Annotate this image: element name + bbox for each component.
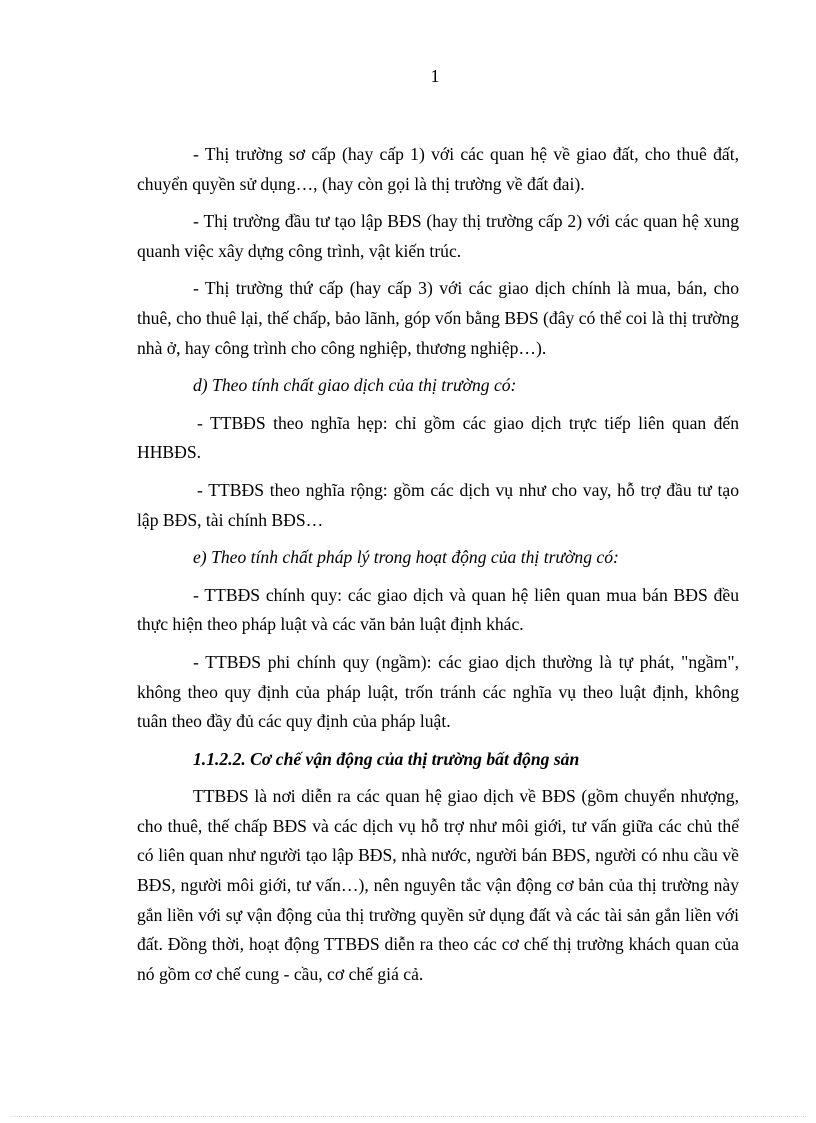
subheading-legal-nature: e) Theo tính chất pháp lý trong hoạt động của thị trường có: bbox=[193, 547, 619, 568]
paragraph-narrow-sense: - TTBĐS theo nghĩa hẹp: chỉ gồm các giao dịch trực tiếp liên quan đến HHBĐS. bbox=[137, 412, 739, 463]
subheading-transaction-nature: d) Theo tính chất giao dịch của thị trường có: bbox=[193, 375, 517, 396]
paragraph-primary-market: - Thị trường sơ cấp (hay cấp 1) với các quan hệ về giao đất, cho thuê đất, chuyển quyền sử dụng…, (hay còn gọi là thị trường về đất đai). bbox=[137, 144, 739, 194]
paragraph-broad-sense: - TTBĐS theo nghĩa rộng: gồm các dịch vụ như cho vay, hỗ trợ đầu tư tạo lập BĐS, tài chính BĐS… bbox=[137, 479, 739, 530]
paragraph-formal-market: - TTBĐS chính quy: các giao dịch và quan hệ liên quan mua bán BĐS đều thực hiện theo pháp luật và các văn bản luật định khác. bbox=[137, 584, 739, 635]
paragraph-secondary-market: - Thị trường thứ cấp (hay cấp 3) với các giao dịch chính là mua, bán, cho thuê, cho thuê lại, thế chấp, bảo lãnh, góp vốn bằng BĐS (đây có thể coi là thị trường nhà ở, hay công trình cho công nghiệp, thương nghiệp…). bbox=[137, 278, 739, 358]
paragraph-mechanism-body: TTBĐS là nơi diễn ra các quan hệ giao dịch về BĐS (gồm chuyển nhượng, cho thuê, thế chấp BĐS và các dịch vụ hỗ trợ như môi giới, tư vấn giữa các chủ thể có liên quan như người tạo lập BĐS, nhà nước, người bán BĐS, người có nhu cầu về BĐS, người môi giới, tư vấn…), nên nguyên tắc vận động cơ bản của thị trường này gắn liền với sự vận động của thị trường quyền sử dụng đất và các tài sản gắn liền với đất. Đồng thời, hoạt động TTBĐS diễn ra theo các cơ chế thị trường khách quan của nó gồm cơ chế cung - cầu, cơ chế giá cả. bbox=[137, 786, 739, 984]
paragraph-investment-market: - Thị trường đầu tư tạo lập BĐS (hay thị trường cấp 2) với các quan hệ xung quanh việc xây dựng công trình, vật kiến trúc. bbox=[137, 211, 739, 261]
paragraph-informal-market: - TTBĐS phi chính quy (ngầm): các giao dịch thường là tự phát, "ngầm", không theo quy định của pháp luật, trốn tránh các nghĩa vụ theo luật định, không tuân theo đầy đủ các quy định của pháp luật. bbox=[137, 651, 739, 732]
document-body bbox=[137, 140, 739, 997]
page-number: 1 bbox=[430, 66, 440, 86]
section-heading-mechanism: 1.1.2.2. Cơ chế vận động của thị trường bất động sản bbox=[193, 748, 580, 769]
page-bottom-border bbox=[10, 1116, 806, 1123]
